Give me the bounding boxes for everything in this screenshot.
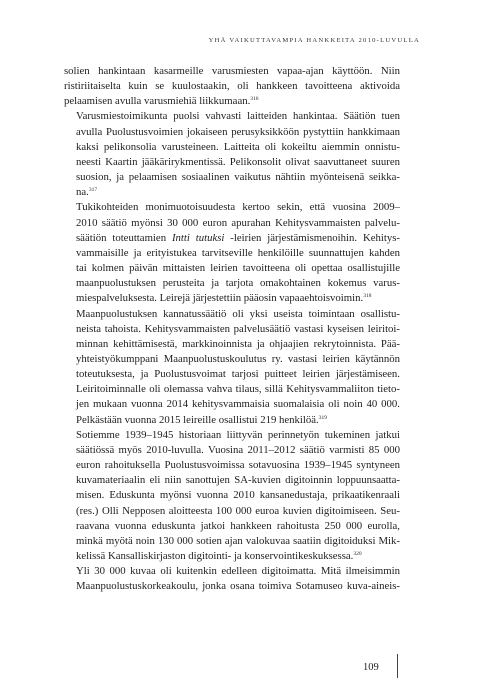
text-line: vammaisille ja erityistukea tarvitseville henkilöille suunnattujen kahden (76, 246, 400, 259)
text-line: kuvamateriaalin eli niin sanottujen SA-kuvien digitoinnin loppuunsaatta- (76, 474, 400, 487)
folio-rule (397, 654, 398, 678)
text-line: neista tahoista. Kehitysvammaisten palvelusäätiö vastasi kyseisen leiritoi- (76, 322, 400, 335)
paragraph (64, 109, 400, 200)
text-line: Yli 30 000 kuvaa oli kuitenkin edelleen digitoimatta. Mitä ilmeisimmin (76, 565, 400, 578)
footnote-ref[interactable]: 320 (353, 551, 362, 557)
text-line: miespalveluksesta. Leirejä järjestettiin pääosin vapaaehtoisvoimin.$^{318}$ (76, 292, 372, 305)
text-line: misen. Eduskunta myönsi vuonna 2010 kansanedustaja, prikaatikenraali (76, 489, 400, 502)
text-line: Varusmiestoimikunta puolsi vahvasti laitteiden hankintaa. Säätiön tuen (76, 110, 400, 123)
footnote-ref[interactable]: 317 (88, 187, 98, 194)
text-line: Pelkästään vuonna 2015 leireille osallistui 219 henkilöä.$^{319}$ (76, 413, 327, 426)
text-line: Tukikohteiden monimuotoisuudesta kertoo sekin, että vuosina 2009– (76, 201, 400, 214)
text-line: minnan kehittämisestä, markkinoinnista ja ohjaajien rekrytoinnista. Pää- (76, 337, 400, 350)
text-line: avulla Puolustusvoimien jokaiseen perusyksikköön pystyttiin hankkimaan (76, 125, 400, 138)
page-number: 109 (363, 662, 379, 673)
paragraph (64, 428, 400, 564)
text-line: Maanpuolustuskorkeakoulu, jonka osana toimiva Sotamuseo kuva-aineis- (76, 580, 400, 593)
body-text (64, 64, 400, 594)
text-line: yhteistyökumppani Maanpuolustuskoulutus ry. vastasi leirien käytännön (76, 352, 400, 365)
text-line: raavana vuonna eduskunta jatkoi hankkeen rahoitusta 250 000 eurolla, (76, 519, 400, 532)
paragraph (64, 64, 400, 109)
text-line: säätiössä myös 2010-luvulla. Vuosina 2011–2012 säätiö varmisti 85 000 (76, 443, 400, 456)
text-line: suosion, ja pelaamisen sosiaalinen vaikutus nähtiin myönteisenä seikka- (76, 171, 400, 184)
running-header: YHÄ VAIKUTTAVAMPIA HANKKEITA 2010-LUVULLA (208, 37, 420, 44)
text-line: Leiritoiminnalle oli olemassa vahva tilaus, sillä Kehitysvammaliiton tieto- (76, 383, 400, 396)
text-line: (res.) Olli Nepposen aloitteesta 100 000 euroa kuvien digitoimiseen. Seu- (76, 504, 400, 517)
text-line: neesti Kaartin jääkärirykmentissä. Pelikonsolit olivat saavuttaneet suuren (76, 155, 400, 168)
footnote-ref[interactable]: 316 (250, 96, 259, 103)
text-line: solien hankintaan kasarmeille varusmiesten vapaa-ajan käyttöön. Niin (64, 65, 400, 77)
text-line: Sotiemme 1939–1945 historiaan liittyvän perinnetyön tukeminen jatkui (76, 428, 400, 441)
text-line: Maanpuolustuksen kannatussäätiö oli yksi useista toimintaan osallistu- (76, 307, 400, 320)
text-line: säätiön toteuttamien Intti tutuksi -leirien järjestämismenoihin. Kehitys- (76, 231, 400, 244)
text-line: maanpuolustuksen perusteita ja tarjota omakohtainen kokemus varus- (76, 277, 400, 290)
text-line: euron rahoituksella Puolustusvoimissa sotavuosina 1939–1945 syntyneen (76, 459, 400, 472)
paragraph (64, 307, 400, 428)
text-line: na.$^{317}$ (76, 186, 98, 199)
text-line: kelissä Kansalliskirjaston digitointi- ja konservointikeskuksessa.$^{320}$ (76, 550, 362, 562)
text-line: ristiriitaiselta kuin se kuulostaakin, oli hankkeen tavoitteena aktivoida (64, 80, 400, 93)
text-line: toteutuksesta, ja Puolustusvoimat tarjosi puitteet leirien järjestämiseen. (76, 368, 400, 381)
paragraph (64, 564, 400, 594)
text-line: jen mukaan vuonna 2014 kehitysvammaisia suomalaisia oli noin 40 000. (76, 398, 400, 411)
italic-title: Intti tutuksi (171, 231, 225, 244)
paragraph (64, 200, 400, 306)
text-line: minkä myötä noin 130 000 sotien ajan valokuvaa saatiin digitoiduksi Mik- (76, 534, 400, 547)
text-line: pelaamisen avulla varusmiehiä liikkumaan.$^{316}$ (64, 95, 259, 108)
text-line: kaksi pelikonsolia varusteineen. Laitteita oli kokeiltu aiemmin onnistu- (76, 140, 400, 153)
footnote-ref[interactable]: 319 (318, 414, 327, 421)
text-line: 2010 säätiö myönsi 30 000 euron apurahan Kehitysvammaisten palvelu- (76, 216, 400, 229)
footnote-ref[interactable]: 318 (363, 293, 372, 300)
text-line: tai kolmen päivän mittaisten leirien tavoitteena oli opettaa osallistujille (76, 262, 400, 275)
